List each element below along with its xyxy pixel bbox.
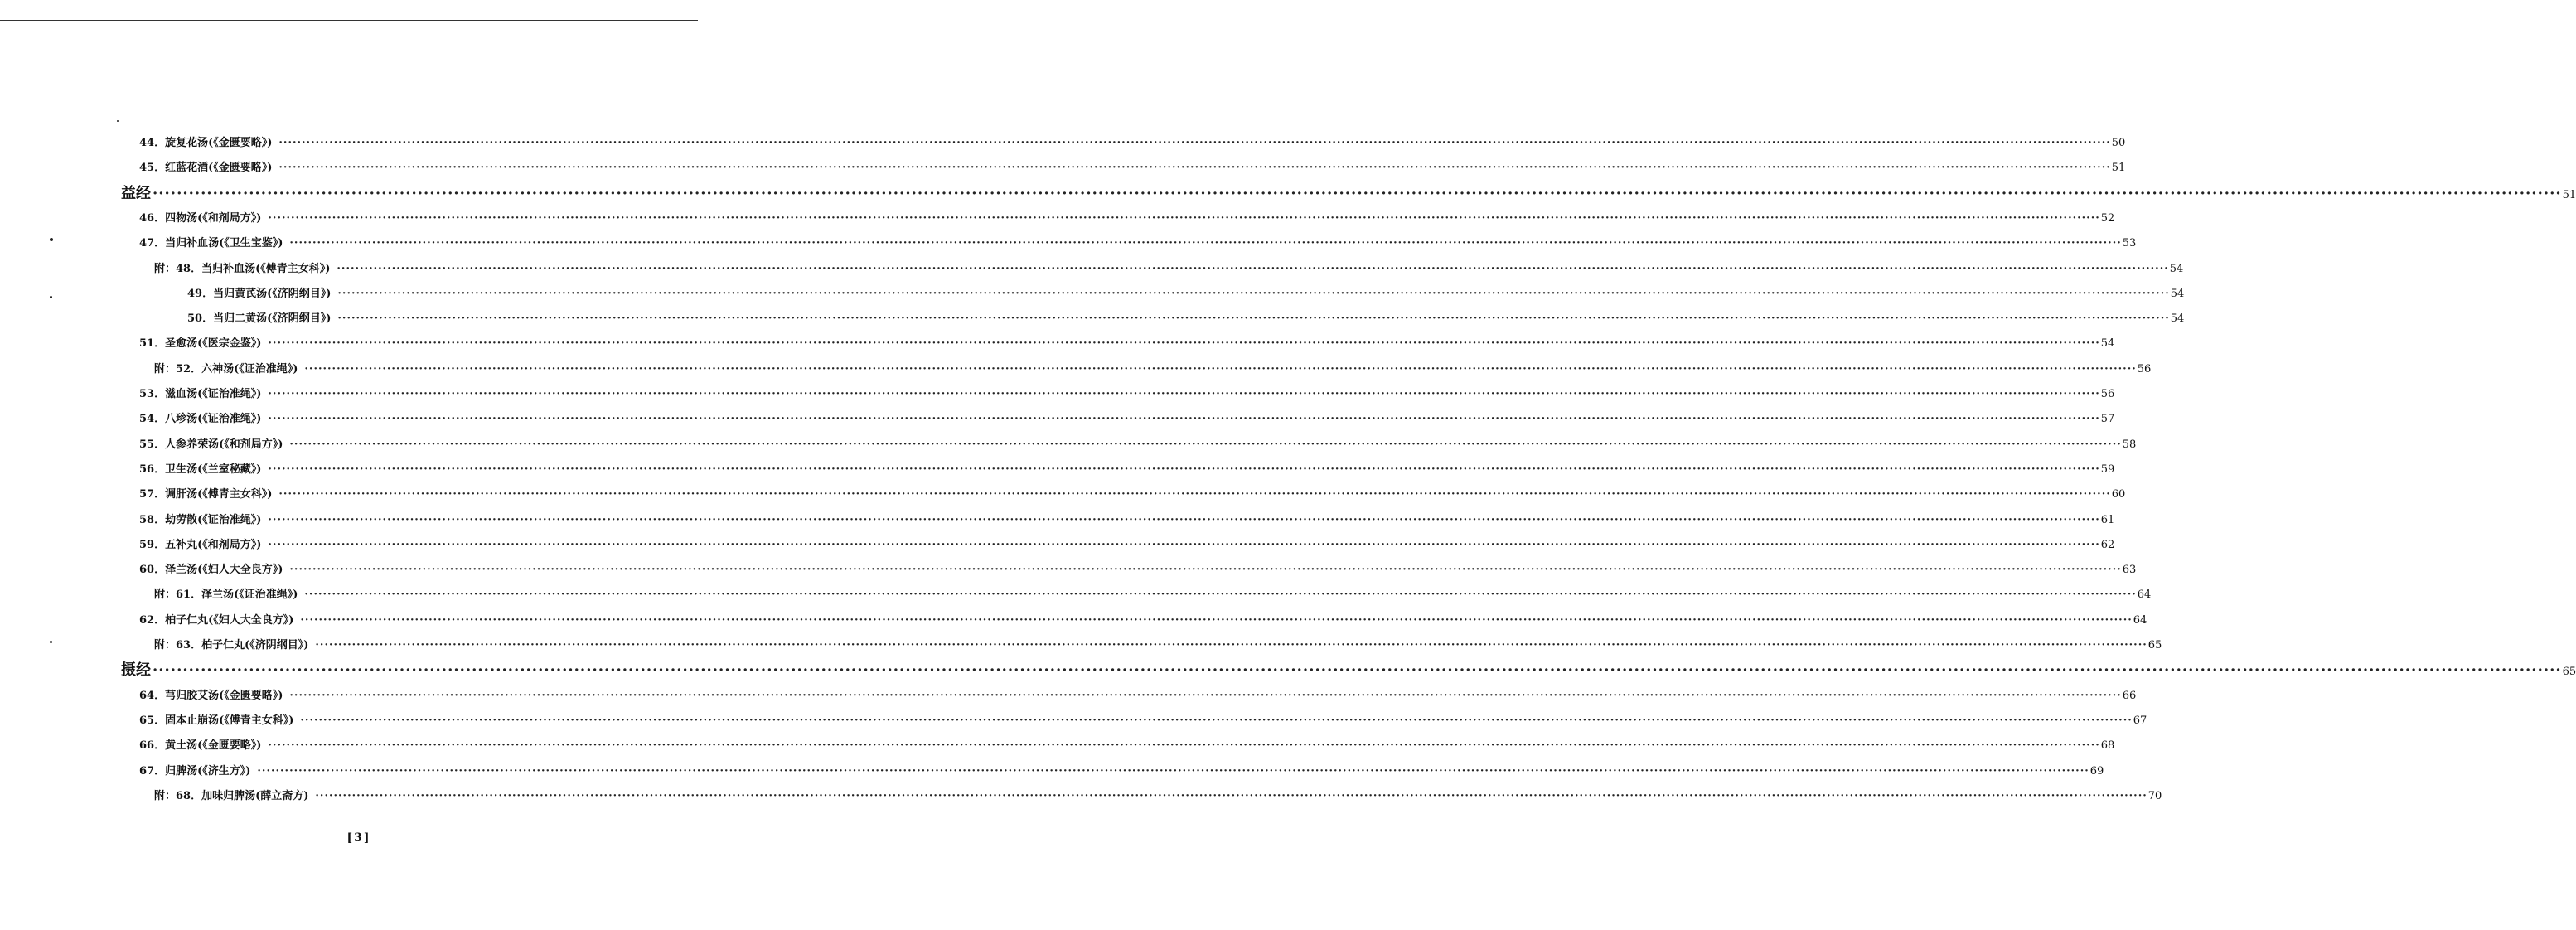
toc-title: 56．卫生汤(《兰室秘藏》) bbox=[139, 463, 262, 476]
toc-title: 46．四物汤(《和剂局方》) bbox=[139, 211, 262, 225]
toc-page-number: 54 bbox=[2170, 312, 2185, 326]
toc-title: 附：52．六神汤(《证治准绳》) bbox=[154, 362, 298, 375]
toc-page-number: 68 bbox=[2100, 739, 2115, 753]
toc-page-number: 54 bbox=[2100, 337, 2115, 351]
dot-leader: ················································································································································································································································································································································································································ bbox=[268, 413, 2100, 426]
toc-entry bbox=[139, 764, 2104, 779]
toc-page-number: 66 bbox=[2122, 689, 2137, 702]
toc-title: 益经 bbox=[121, 184, 151, 202]
toc-entry bbox=[139, 387, 2115, 402]
top-rule bbox=[0, 20, 698, 21]
toc-title: 53．滋血汤(《证治准绳》) bbox=[139, 388, 262, 400]
page-number: [3] bbox=[346, 831, 371, 845]
toc-page-number: 51 bbox=[2562, 188, 2576, 201]
toc-title: 45．红蓝花酒(《金匮要略》) bbox=[139, 162, 273, 175]
dot-leader: ················································································································································································································································································································································································································ bbox=[337, 312, 2170, 326]
toc-title: 49．当归黄芪汤(《济阴纲目》) bbox=[187, 287, 332, 300]
toc-title: 67．归脾汤(《济生方》) bbox=[139, 764, 251, 777]
dot-leader: ················································································································································································································································································································································································································ bbox=[268, 538, 2100, 551]
toc-title: 66．黄土汤(《金匮要略》) bbox=[139, 739, 262, 753]
toc-title: 44．旋复花汤(《金匮要略》) bbox=[139, 137, 273, 149]
dot-leader: ················································································································································································································································································································································································································ bbox=[337, 262, 2169, 275]
toc-page-number: 54 bbox=[2170, 287, 2185, 300]
dot-leader: ················································································································································································································································································································································································································ bbox=[337, 287, 2170, 300]
dot-leader: ················································································································································································································································································································································································································ bbox=[315, 789, 2147, 802]
toc-entry bbox=[139, 161, 2126, 176]
toc-page-number: 56 bbox=[2100, 388, 2115, 400]
toc-entry bbox=[154, 789, 2162, 804]
toc-entry bbox=[154, 262, 2184, 277]
toc-entry bbox=[139, 613, 2147, 628]
toc-entry bbox=[139, 337, 2115, 351]
scan-speck bbox=[50, 238, 53, 241]
dot-leader: ················································································································································································································································································································································································································ bbox=[304, 362, 2137, 375]
toc-page-number: 58 bbox=[2122, 438, 2137, 451]
dot-leader: ················································································································································································································································································································································································································ bbox=[153, 661, 2562, 680]
dot-leader: ················································································································································································································································································································································································································ bbox=[268, 739, 2100, 753]
toc-title: 54．八珍汤(《证治准绳》) bbox=[139, 413, 262, 426]
toc-entry bbox=[154, 588, 2152, 603]
dot-leader: ················································································································································································································································································································································································································ bbox=[289, 689, 2122, 702]
toc-title: 62．柏子仁丸(《妇人大全良方》) bbox=[139, 613, 294, 627]
toc-title: 58．劫劳散(《证治准绳》) bbox=[139, 513, 262, 526]
dot-leader: ················································································································································································································································································································································································································ bbox=[278, 162, 2111, 175]
dot-leader: ················································································································································································································································································································································································································ bbox=[289, 564, 2122, 577]
toc-section bbox=[121, 184, 2576, 203]
dot-leader: ················································································································································································································································································································································································································ bbox=[300, 714, 2133, 727]
toc-title: 附：48．当归补血汤(《傅青主女科》) bbox=[154, 262, 331, 275]
toc-entry bbox=[139, 463, 2115, 477]
toc-page-number: 51 bbox=[2111, 162, 2126, 175]
toc-page-number: 57 bbox=[2100, 413, 2115, 426]
dot-leader: ················································································································································································································································································································································································································ bbox=[304, 589, 2137, 602]
toc-page-number: 62 bbox=[2100, 538, 2115, 551]
toc-page-number: 50 bbox=[2111, 137, 2126, 149]
scan-speck bbox=[117, 120, 119, 122]
toc-page-number: 65 bbox=[2562, 666, 2576, 679]
toc-entry bbox=[187, 287, 2185, 302]
toc-entry bbox=[139, 211, 2115, 226]
toc-entry bbox=[187, 312, 2185, 327]
toc-page-number: 53 bbox=[2122, 237, 2137, 250]
dot-leader: ················································································································································································································································································································································································································ bbox=[289, 237, 2122, 250]
toc-title: 55．人参养荣汤(《和剂局方》) bbox=[139, 438, 283, 451]
toc-title: 60．泽兰汤(《妇人大全良方》) bbox=[139, 564, 283, 577]
toc-page-number: 59 bbox=[2100, 463, 2115, 476]
toc-title: 57．调肝汤(《傅青主女科》) bbox=[139, 488, 273, 501]
toc-entry bbox=[139, 714, 2147, 729]
dot-leader: ················································································································································································································································································································································································································ bbox=[268, 463, 2100, 476]
dot-leader: ················································································································································································································································································································································································································ bbox=[278, 137, 2111, 149]
toc-title: 摄经 bbox=[121, 661, 151, 680]
dot-leader: ················································································································································································································································································································································································································ bbox=[278, 488, 2111, 501]
toc-entry bbox=[139, 563, 2137, 578]
toc-entry bbox=[139, 739, 2115, 753]
toc-page-number: 60 bbox=[2111, 488, 2126, 501]
toc-title: 附：61．泽兰汤(《证治准绳》) bbox=[154, 589, 298, 602]
dot-leader: ················································································································································································································································································································································································································ bbox=[268, 388, 2100, 400]
toc-entry bbox=[139, 136, 2126, 151]
toc-page-number: 69 bbox=[2089, 764, 2104, 777]
toc-title: 附：63．柏子仁丸(《济阴纲目》) bbox=[154, 639, 309, 651]
dot-leader: ················································································································································································································································································································································································································ bbox=[268, 337, 2100, 351]
dot-leader: ················································································································································································································································································································································································································ bbox=[315, 639, 2147, 651]
scan-speck bbox=[50, 296, 52, 298]
dot-leader: ················································································································································································································································································································································································································ bbox=[153, 184, 2562, 202]
dot-leader: ················································································································································································································································································································································································································ bbox=[257, 764, 2089, 777]
toc-section bbox=[121, 661, 2576, 680]
toc-entry bbox=[139, 438, 2137, 453]
toc-page-number: 61 bbox=[2100, 513, 2115, 526]
dot-leader: ················································································································································································································································································································································································································ bbox=[268, 211, 2100, 225]
toc-title: 51．圣愈汤(《医宗金鉴》) bbox=[139, 337, 262, 351]
toc-title: 附：68．加味归脾汤(薛立斋方) bbox=[154, 789, 309, 802]
toc-entry bbox=[154, 362, 2152, 377]
toc-page-number: 64 bbox=[2137, 589, 2152, 602]
dot-leader: ················································································································································································································································································································································································································ bbox=[289, 438, 2122, 451]
toc-title: 50．当归二黄汤(《济阴纲目》) bbox=[187, 312, 332, 326]
toc-page-number: 64 bbox=[2133, 613, 2147, 627]
toc-title: 59．五补丸(《和剂局方》) bbox=[139, 538, 262, 551]
toc-entry bbox=[139, 689, 2137, 704]
toc-page-number: 54 bbox=[2169, 262, 2184, 275]
toc-page-number: 52 bbox=[2100, 211, 2115, 225]
toc-entry bbox=[139, 513, 2115, 528]
toc-page-number: 65 bbox=[2147, 639, 2162, 651]
toc-title: 65．固本止崩汤(《傅青主女科》) bbox=[139, 714, 294, 727]
toc-title: 47．当归补血汤(《卫生宝鉴》) bbox=[139, 237, 283, 250]
toc-title: 64．芎归胶艾汤(《金匮要略》) bbox=[139, 689, 283, 702]
toc-entry bbox=[139, 412, 2115, 427]
toc-page-number: 56 bbox=[2137, 362, 2152, 375]
toc-entry bbox=[139, 487, 2126, 502]
toc-page-number: 63 bbox=[2122, 564, 2137, 577]
dot-leader: ················································································································································································································································································································································································································ bbox=[300, 613, 2133, 627]
toc-entry bbox=[139, 538, 2115, 553]
toc-entry bbox=[154, 638, 2162, 653]
dot-leader: ················································································································································································································································································································································································································ bbox=[268, 513, 2100, 526]
scan-speck bbox=[50, 641, 52, 643]
toc-entry bbox=[139, 236, 2137, 251]
toc-page-number: 70 bbox=[2147, 789, 2162, 802]
toc-page-number: 67 bbox=[2133, 714, 2147, 727]
